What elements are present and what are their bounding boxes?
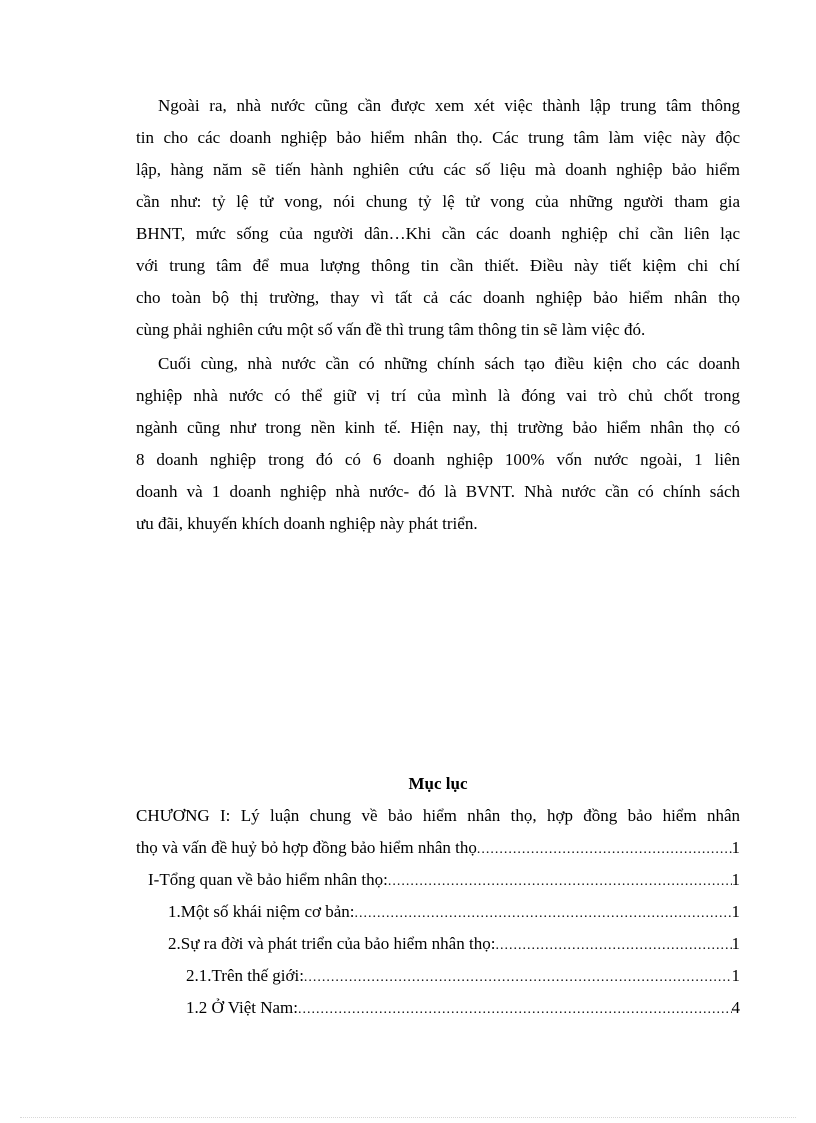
toc-entry-page: 1 — [731, 902, 740, 921]
toc-leader-dots — [477, 834, 732, 866]
toc-entry-page: 1 — [731, 966, 740, 985]
toc-entry-page: 1 — [731, 934, 740, 953]
paragraph-line: BHNT, mức sống của người dân…Khi cần các doanh nghiệp chỉ cần liên lạc — [136, 224, 740, 243]
paragraph-line: ưu đãi, khuyến khích doanh nghiệp này phát triển. — [136, 514, 478, 533]
paragraph-line: lập, hàng năm sẽ tiến hành nghiên cứu các số liệu mà doanh nghiệp bảo hiểm — [136, 160, 740, 179]
toc-leader-dots — [495, 930, 731, 962]
toc-title: Mục lục — [408, 774, 468, 793]
paragraph-line: với trung tâm để mua lượng thông tin cần thiết. Điều này tiết kiệm chi chí — [136, 256, 740, 275]
toc-entry[interactable] — [136, 832, 740, 864]
paragraph-line: cho toàn bộ thị trường, thay vì tất cả các doanh nghiệp bảo hiểm nhân thọ — [136, 288, 740, 307]
toc-entry[interactable] — [168, 896, 740, 928]
toc-entry[interactable] — [148, 864, 740, 896]
toc-leader-dots — [298, 994, 732, 1026]
toc-entry-label: thọ và vấn đề huỷ bỏ hợp đồng bảo hiểm nhân thọ — [136, 838, 477, 857]
paragraph-line: 8 doanh nghiệp trong đó có 6 doanh nghiệp 100% vốn nước ngoài, 1 liên — [136, 450, 740, 469]
toc-entry-label: 1.Một số khái niệm cơ bản: — [168, 902, 355, 921]
toc-leader-dots — [388, 866, 732, 898]
toc-entry[interactable] — [186, 960, 740, 992]
paragraph-line: cần như: tỷ lệ tử vong, nói chung tỷ lệ tử vong của những người tham gia — [136, 192, 740, 211]
toc-leader-dots — [304, 962, 732, 994]
toc-entry-page: 1 — [731, 870, 740, 889]
paragraph-line: Cuối cùng, nhà nước cần có những chính sách tạo điều kiện cho các doanh — [158, 354, 740, 373]
paragraph-line: doanh và 1 doanh nghiệp nhà nước- đó là BVNT. Nhà nước cần có chính sách — [136, 482, 740, 501]
toc-entry-label: I-Tổng quan về bảo hiểm nhân thọ: — [148, 870, 388, 889]
toc-entry-page: 1 — [731, 838, 740, 857]
toc-entry[interactable] — [168, 928, 740, 960]
paragraph-line: ngành cũng như trong nền kinh tế. Hiện nay, thị trường bảo hiểm nhân thọ có — [136, 418, 740, 437]
toc-entry[interactable] — [186, 992, 740, 1024]
toc-entry-label: 2.Sự ra đời và phát triển của bảo hiểm nhân thọ: — [168, 934, 496, 953]
paragraph-line: Ngoài ra, nhà nước cũng cần được xem xét việc thành lập trung tâm thông — [158, 96, 740, 115]
toc-entry-label: 1.2 Ở Việt Nam: — [186, 998, 298, 1017]
toc-entry-page: 4 — [731, 998, 740, 1017]
toc-chapter-heading[interactable]: CHƯƠNG I: Lý luận chung về bảo hiểm nhân thọ, hợp đồng bảo hiểm nhân — [136, 806, 740, 825]
paragraph-line: nghiệp nhà nước có thể giữ vị trí của mình là đóng vai trò chủ chốt trong — [136, 386, 740, 405]
paragraph-line: cùng phải nghiên cứu một số vấn đề thì trung tâm thông tin sẽ làm việc đó. — [136, 320, 646, 339]
paragraph-line: tin cho các doanh nghiệp bảo hiểm nhân thọ. Các trung tâm làm việc này độc — [136, 128, 740, 147]
toc-entry-label: 2.1.Trên thế giới: — [186, 966, 304, 985]
page-bottom-divider — [20, 1117, 796, 1118]
toc-leader-dots — [355, 898, 732, 930]
